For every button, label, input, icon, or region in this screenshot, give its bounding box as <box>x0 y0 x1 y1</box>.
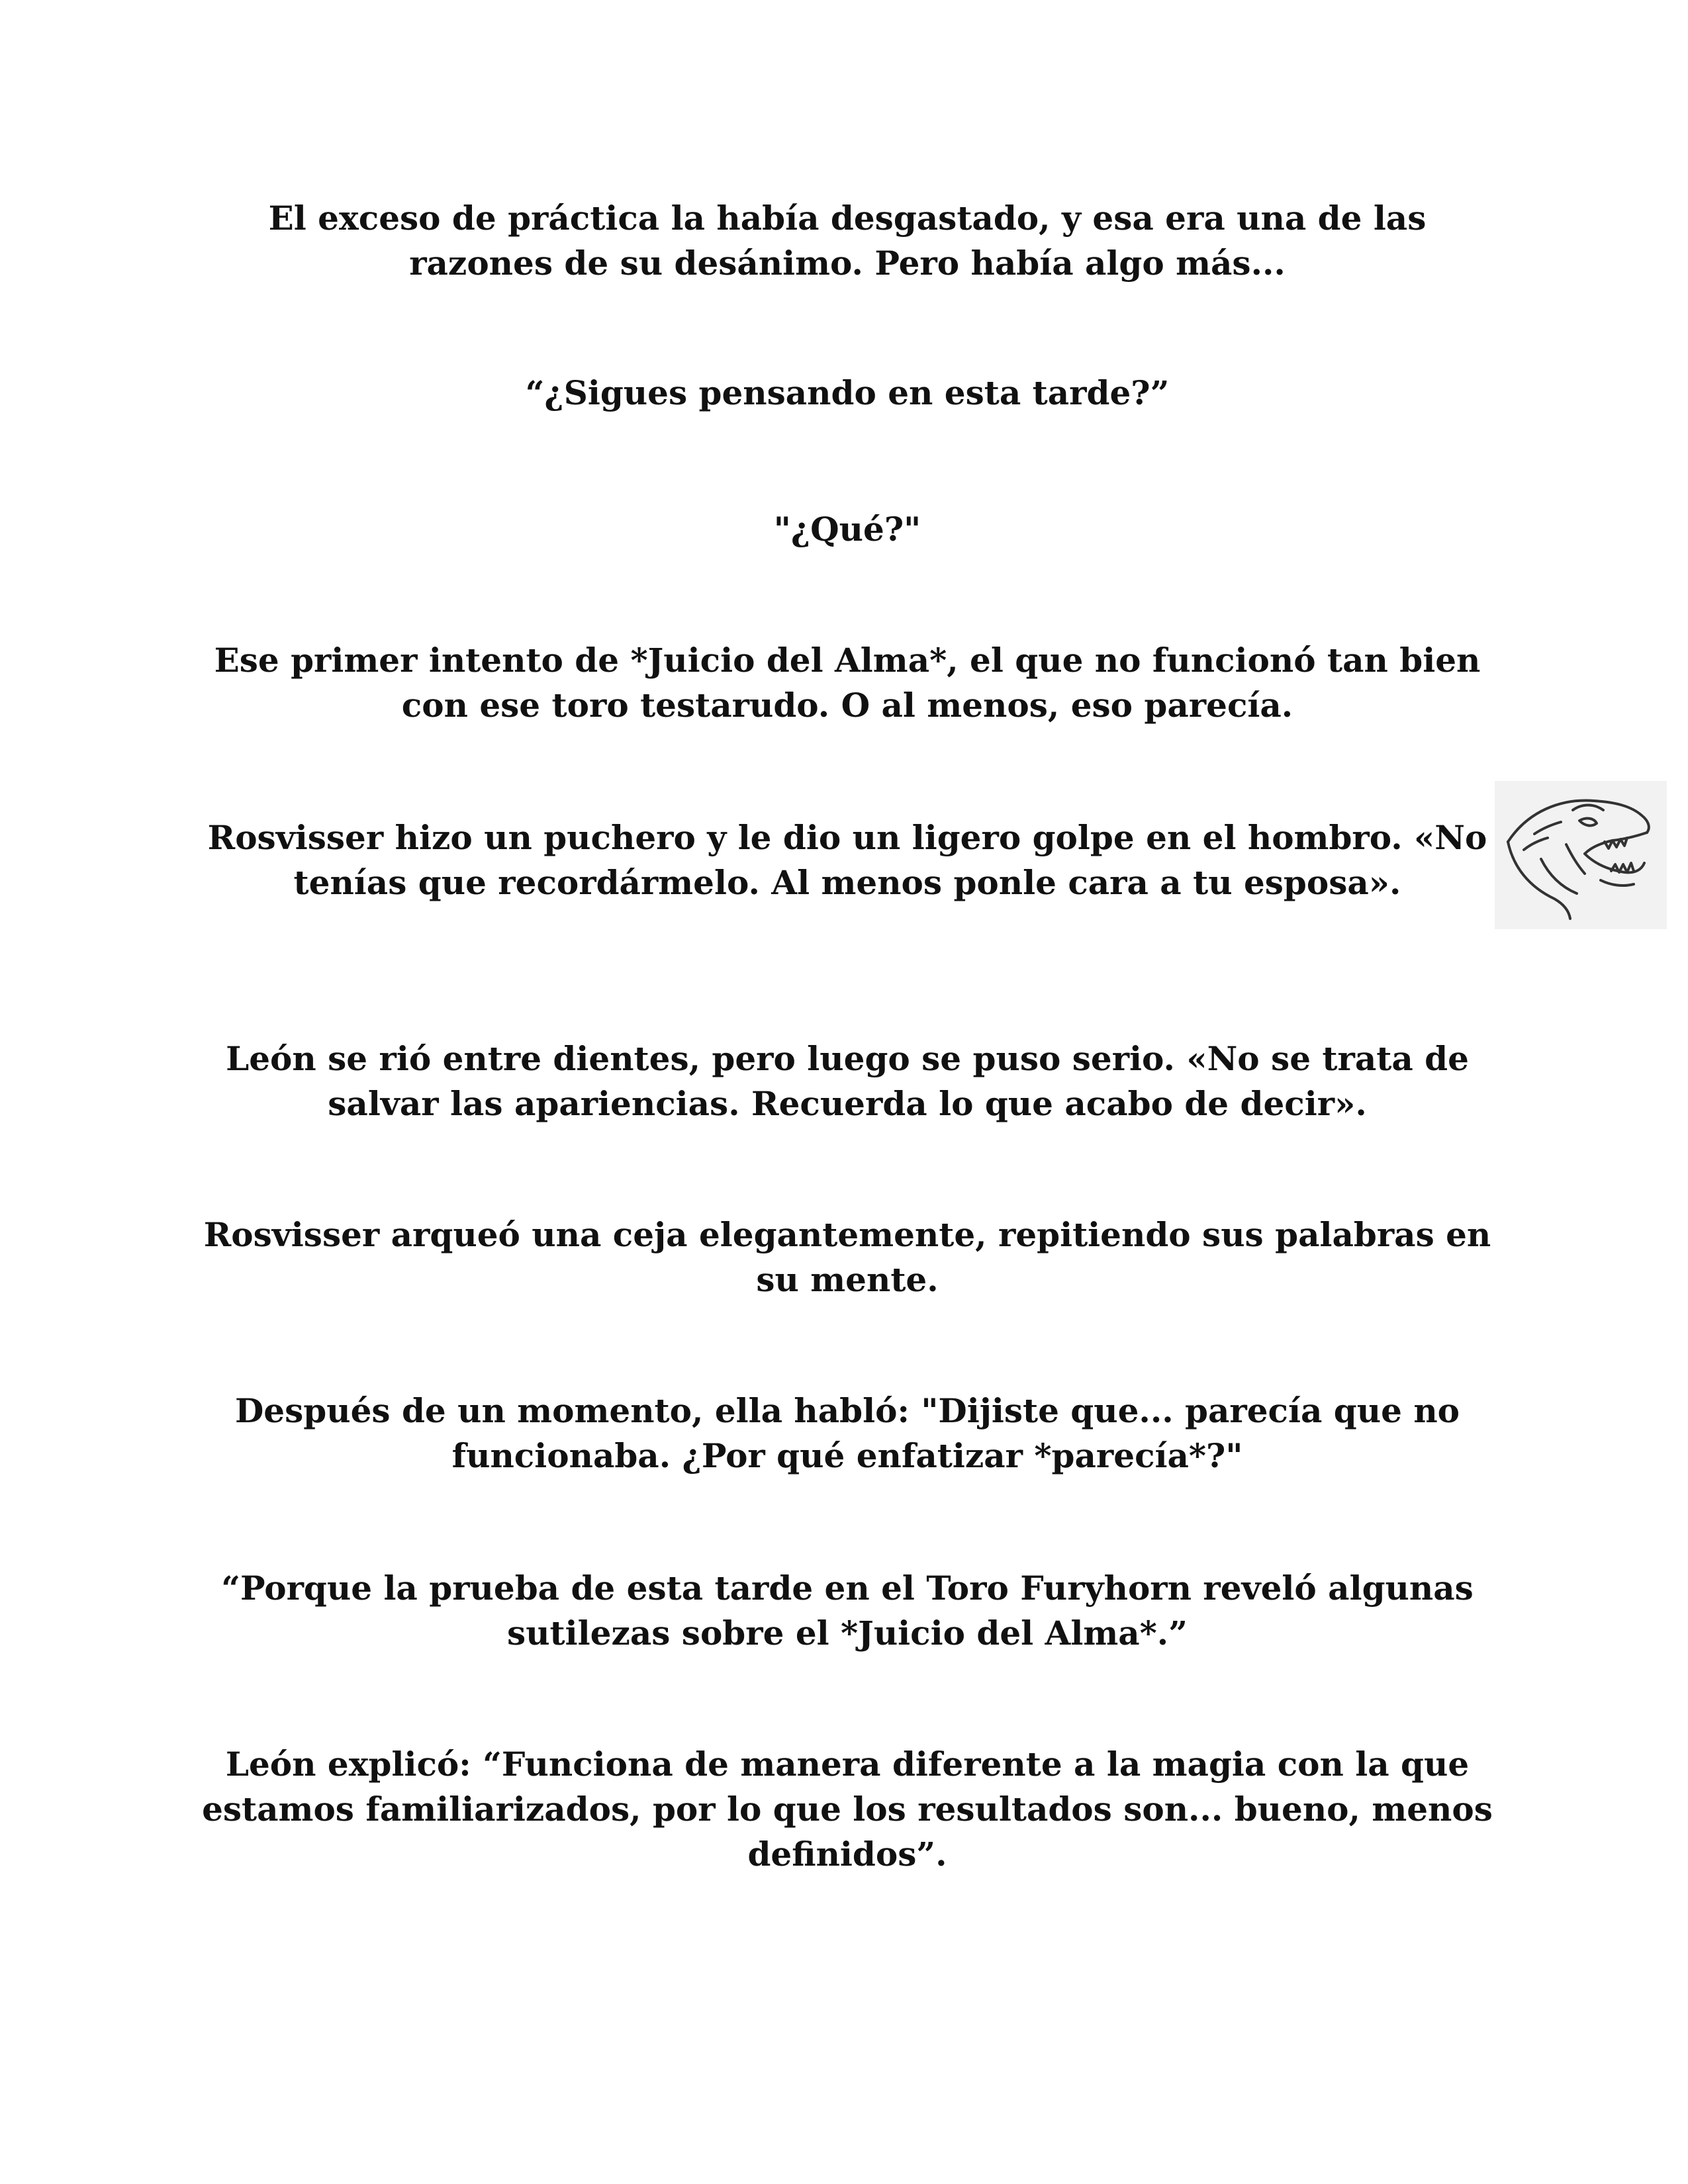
paragraph-10: León explicó: “Funciona de manera diferente a la magia con la que estamos familiarizados, por lo que los resultados son... bueno, menos definidos”. <box>202 1745 1493 1874</box>
paragraph-8: Después de un momento, ella habló: "Dijiste que... parecía que no funcionaba. ¿Por qué enfatizar *parecía*?" <box>234 1391 1460 1475</box>
paragraph-4: Ese primer intento de *Juicio del Alma*, el que no funcionó tan bien con ese toro testarudo. O al menos, eso parecía. <box>214 641 1481 725</box>
dinosaur-head-sketch-icon <box>1495 781 1667 929</box>
paragraph-5: Rosvisser hizo un puchero y le dio un ligero golpe en el hombro. «No tenías que recordármelo. Al menos ponle cara a tu esposa». <box>207 818 1487 902</box>
paragraph-1: El exceso de práctica la había desgastado, y esa era una de las razones de su desánimo. Pero había algo más... <box>268 199 1427 283</box>
paragraph-2: “¿Sigues pensando en esta tarde?” <box>525 373 1170 412</box>
paragraph-9: “Porque la prueba de esta tarde en el Toro Furyhorn reveló algunas sutilezas sobre el *Juicio del Alma*.” <box>221 1569 1474 1653</box>
paragraph-7: Rosvisser arqueó una ceja elegantemente, repitiendo sus palabras en su mente. <box>203 1215 1491 1299</box>
paragraph-3: "¿Qué?" <box>773 510 921 549</box>
paragraph-6: León se rió entre dientes, pero luego se puso serio. «No se trata de salvar las apariencias. Recuerda lo que acabo de decir». <box>226 1039 1469 1123</box>
